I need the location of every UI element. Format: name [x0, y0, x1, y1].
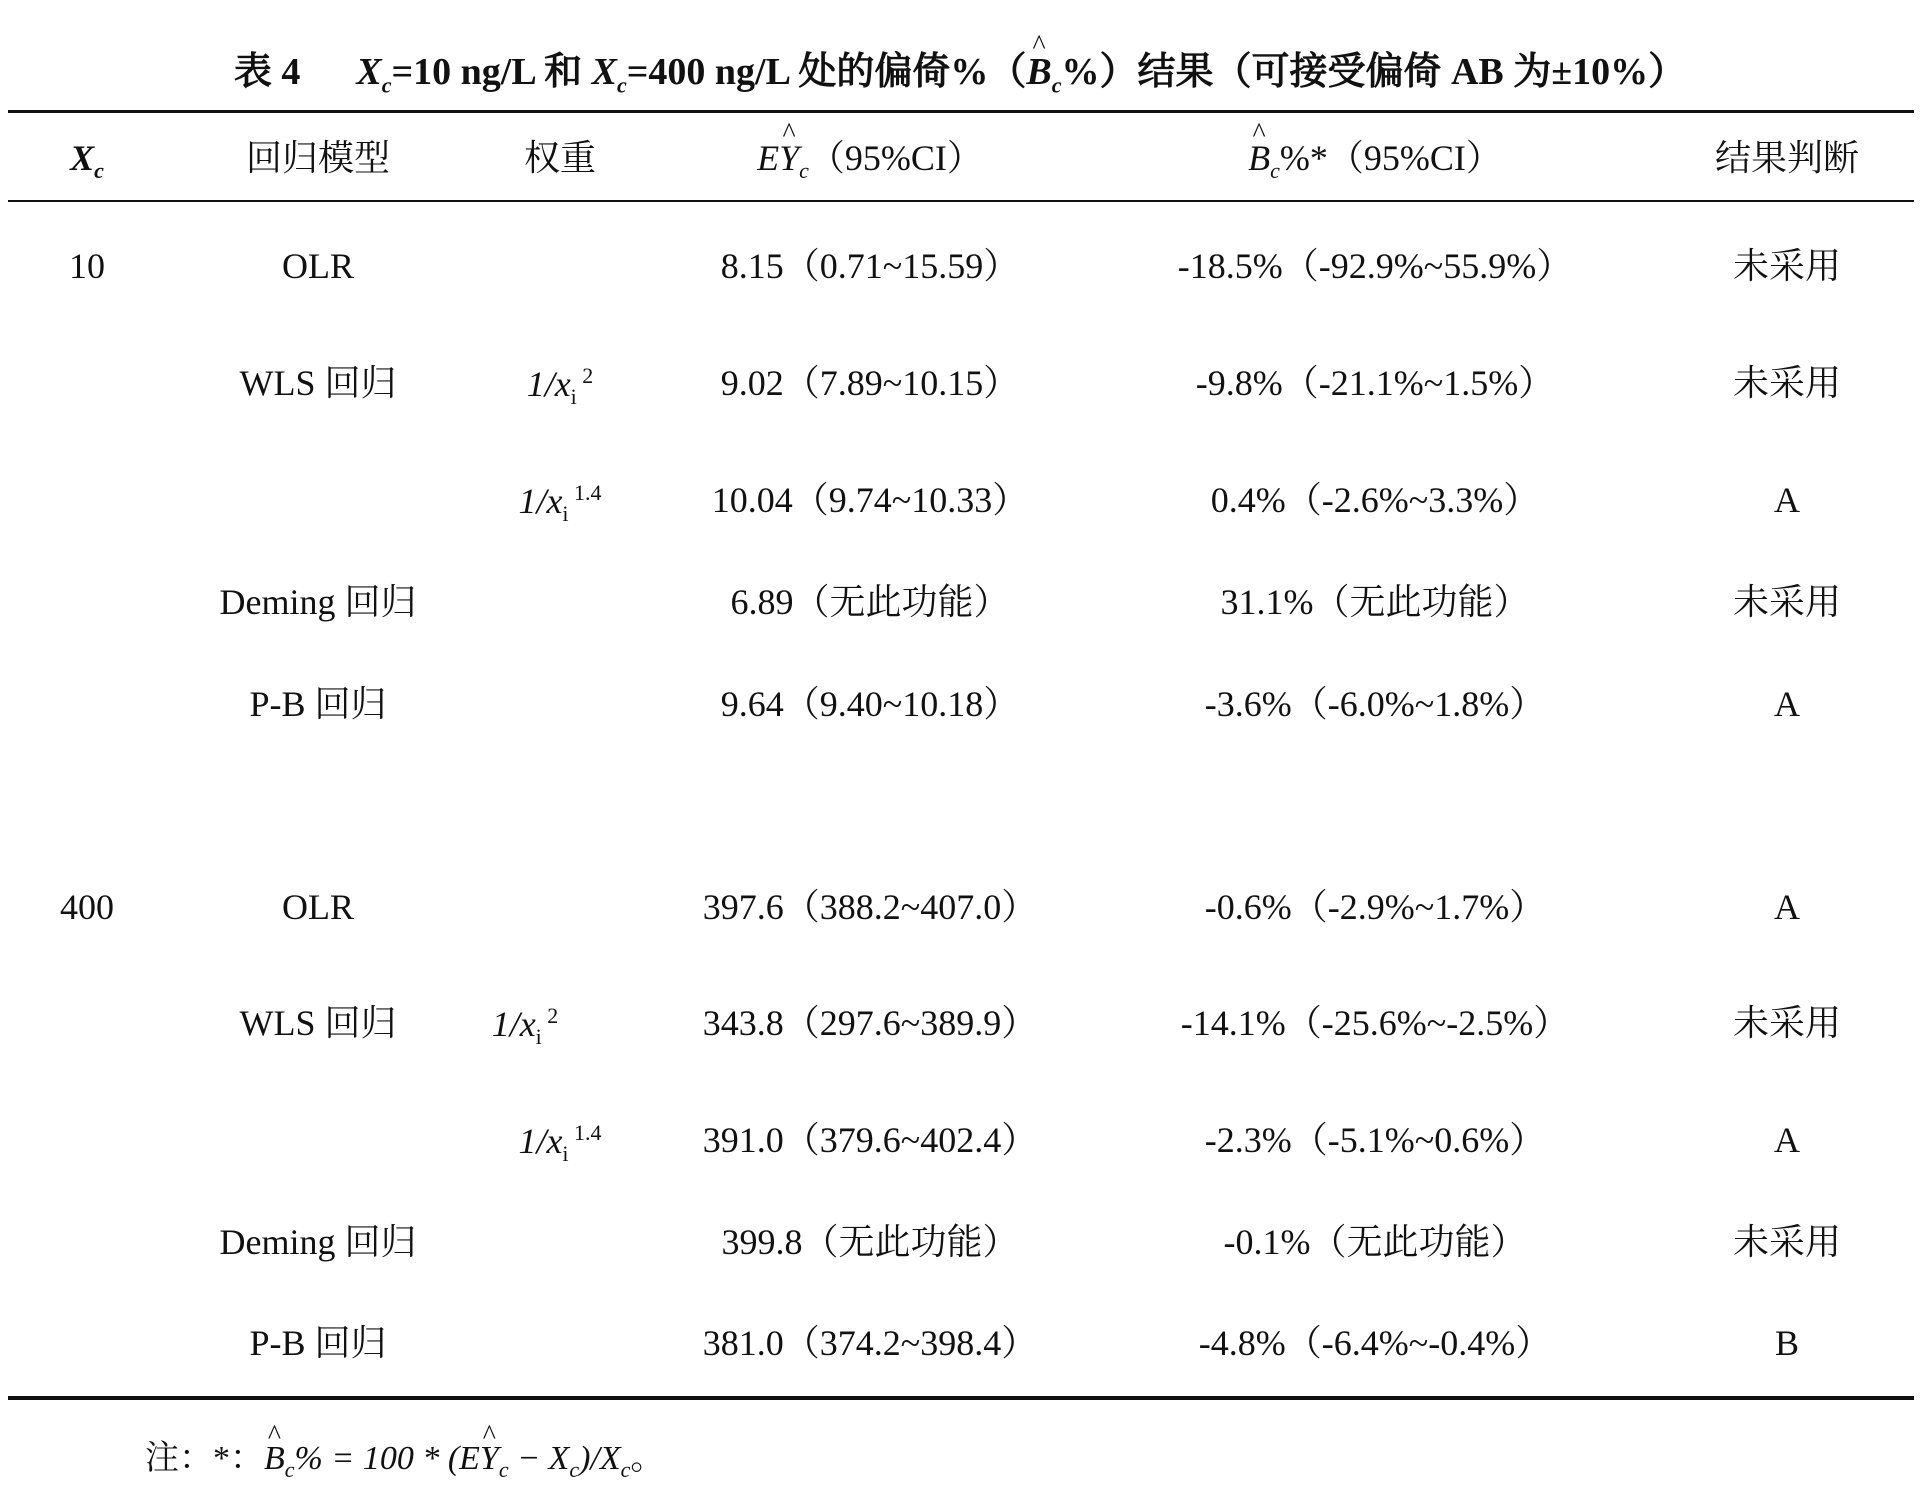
cell-model: WLS 回归 — [239, 1003, 397, 1043]
cell-result: A — [1774, 684, 1800, 724]
header-bc: ^ $B_c\%*(95\%CI)$ — [1248, 140, 1502, 182]
table-note: 注：*：^ $B_c\% = 100$ * (E^ $Y_c - X_c)/X_c$。 — [145, 1430, 664, 1483]
cell-bc: 0.4%（-2.6%~3.3%） — [1210, 480, 1540, 520]
header-result: 结果判断 — [1714, 138, 1860, 178]
cell-result: A — [1774, 480, 1800, 520]
cell-weight: $1/x_i$ $^2$ — [491, 1003, 559, 1050]
title-xc-2: $X_c$ — [591, 51, 627, 98]
table-label: 表 4 — [233, 51, 301, 93]
header-ey: E^ $Y_c(95\%CI)$ — [757, 140, 983, 182]
cell-model: Deming 回归 — [219, 582, 417, 622]
cell-result: 未采用 — [1732, 1003, 1842, 1043]
cell-bc: -0.6%（-2.9%~1.7%） — [1204, 887, 1546, 927]
cell-weight: $1/x_i$ $^2$ — [526, 363, 594, 410]
cell-ey: 9.64（9.40~10.18） — [720, 684, 1020, 724]
cell-ey: 8.15（0.71~15.59） — [720, 246, 1020, 286]
cell-bc: -2.3%（-5.1%~0.6%） — [1204, 1120, 1546, 1160]
cell-bc: -3.6%（-6.0%~1.8%） — [1204, 684, 1546, 724]
cell-result: A — [1774, 887, 1800, 927]
cell-ey: 397.6（388.2~407.0） — [702, 887, 1038, 927]
cell-weight: $1/x_i$ $^{1.4}$ — [518, 1120, 602, 1167]
title-bc: ^ $B_c$ — [1026, 51, 1061, 93]
cell-ey: 9.02（7.89~10.15） — [720, 363, 1020, 403]
cell-xc: 400 — [60, 887, 114, 927]
cell-bc: -14.1%（-25.6%~-2.5%） — [1180, 1003, 1570, 1043]
table-header-rule — [8, 200, 1914, 202]
title-part-3: %）结果（可接受偏倚 AB 为±10%） — [1061, 51, 1687, 93]
cell-bc: -9.8%（-21.1%~1.5%） — [1195, 363, 1555, 403]
cell-bc: -4.8%（-6.4%~-0.4%） — [1198, 1323, 1552, 1363]
cell-xc: 10 — [69, 246, 105, 286]
table-title — [0, 40, 1920, 99]
header-weight: 权重 — [523, 138, 597, 178]
title-part-1: =10 ng/L 和 — [391, 51, 592, 93]
cell-result: 未采用 — [1732, 1222, 1842, 1262]
header-model: 回归模型 — [245, 138, 391, 178]
cell-ey: 6.89（无此功能） — [730, 582, 1010, 622]
cell-result: B — [1774, 1323, 1800, 1363]
table-bottom-rule — [8, 1396, 1914, 1400]
cell-result: 未采用 — [1732, 363, 1842, 403]
cell-bc: 31.1%（无此功能） — [1220, 582, 1530, 622]
table-top-rule — [8, 110, 1914, 113]
cell-ey: 399.8（无此功能） — [721, 1222, 1019, 1262]
cell-result: 未采用 — [1732, 246, 1842, 286]
cell-model: P-B 回归 — [249, 684, 387, 724]
cell-model: Deming 回归 — [219, 1222, 417, 1262]
cell-result: A — [1774, 1120, 1800, 1160]
cell-ey: 391.0（379.6~402.4） — [702, 1120, 1038, 1160]
cell-ey: 381.0（374.2~398.4） — [702, 1323, 1038, 1363]
cell-ey: 343.8（297.6~389.9） — [702, 1003, 1038, 1043]
cell-bc: -18.5%（-92.9%~55.9%） — [1177, 246, 1573, 286]
cell-model: OLR — [282, 246, 354, 286]
cell-weight: $1/x_i$ $^{1.4}$ — [518, 480, 602, 527]
cell-model: OLR — [282, 887, 354, 927]
cell-model: WLS 回归 — [239, 363, 397, 403]
title-part-2: =400 ng/L 处的偏倚%（ — [626, 51, 1027, 93]
cell-model: P-B 回归 — [249, 1323, 387, 1363]
cell-result: 未采用 — [1732, 582, 1842, 622]
cell-ey: 10.04（9.74~10.33） — [711, 480, 1029, 520]
title-xc-1: $X_c$ — [356, 51, 392, 98]
cell-bc: -0.1%（无此功能） — [1223, 1222, 1527, 1262]
header-xc: $X_c$ — [70, 138, 104, 184]
